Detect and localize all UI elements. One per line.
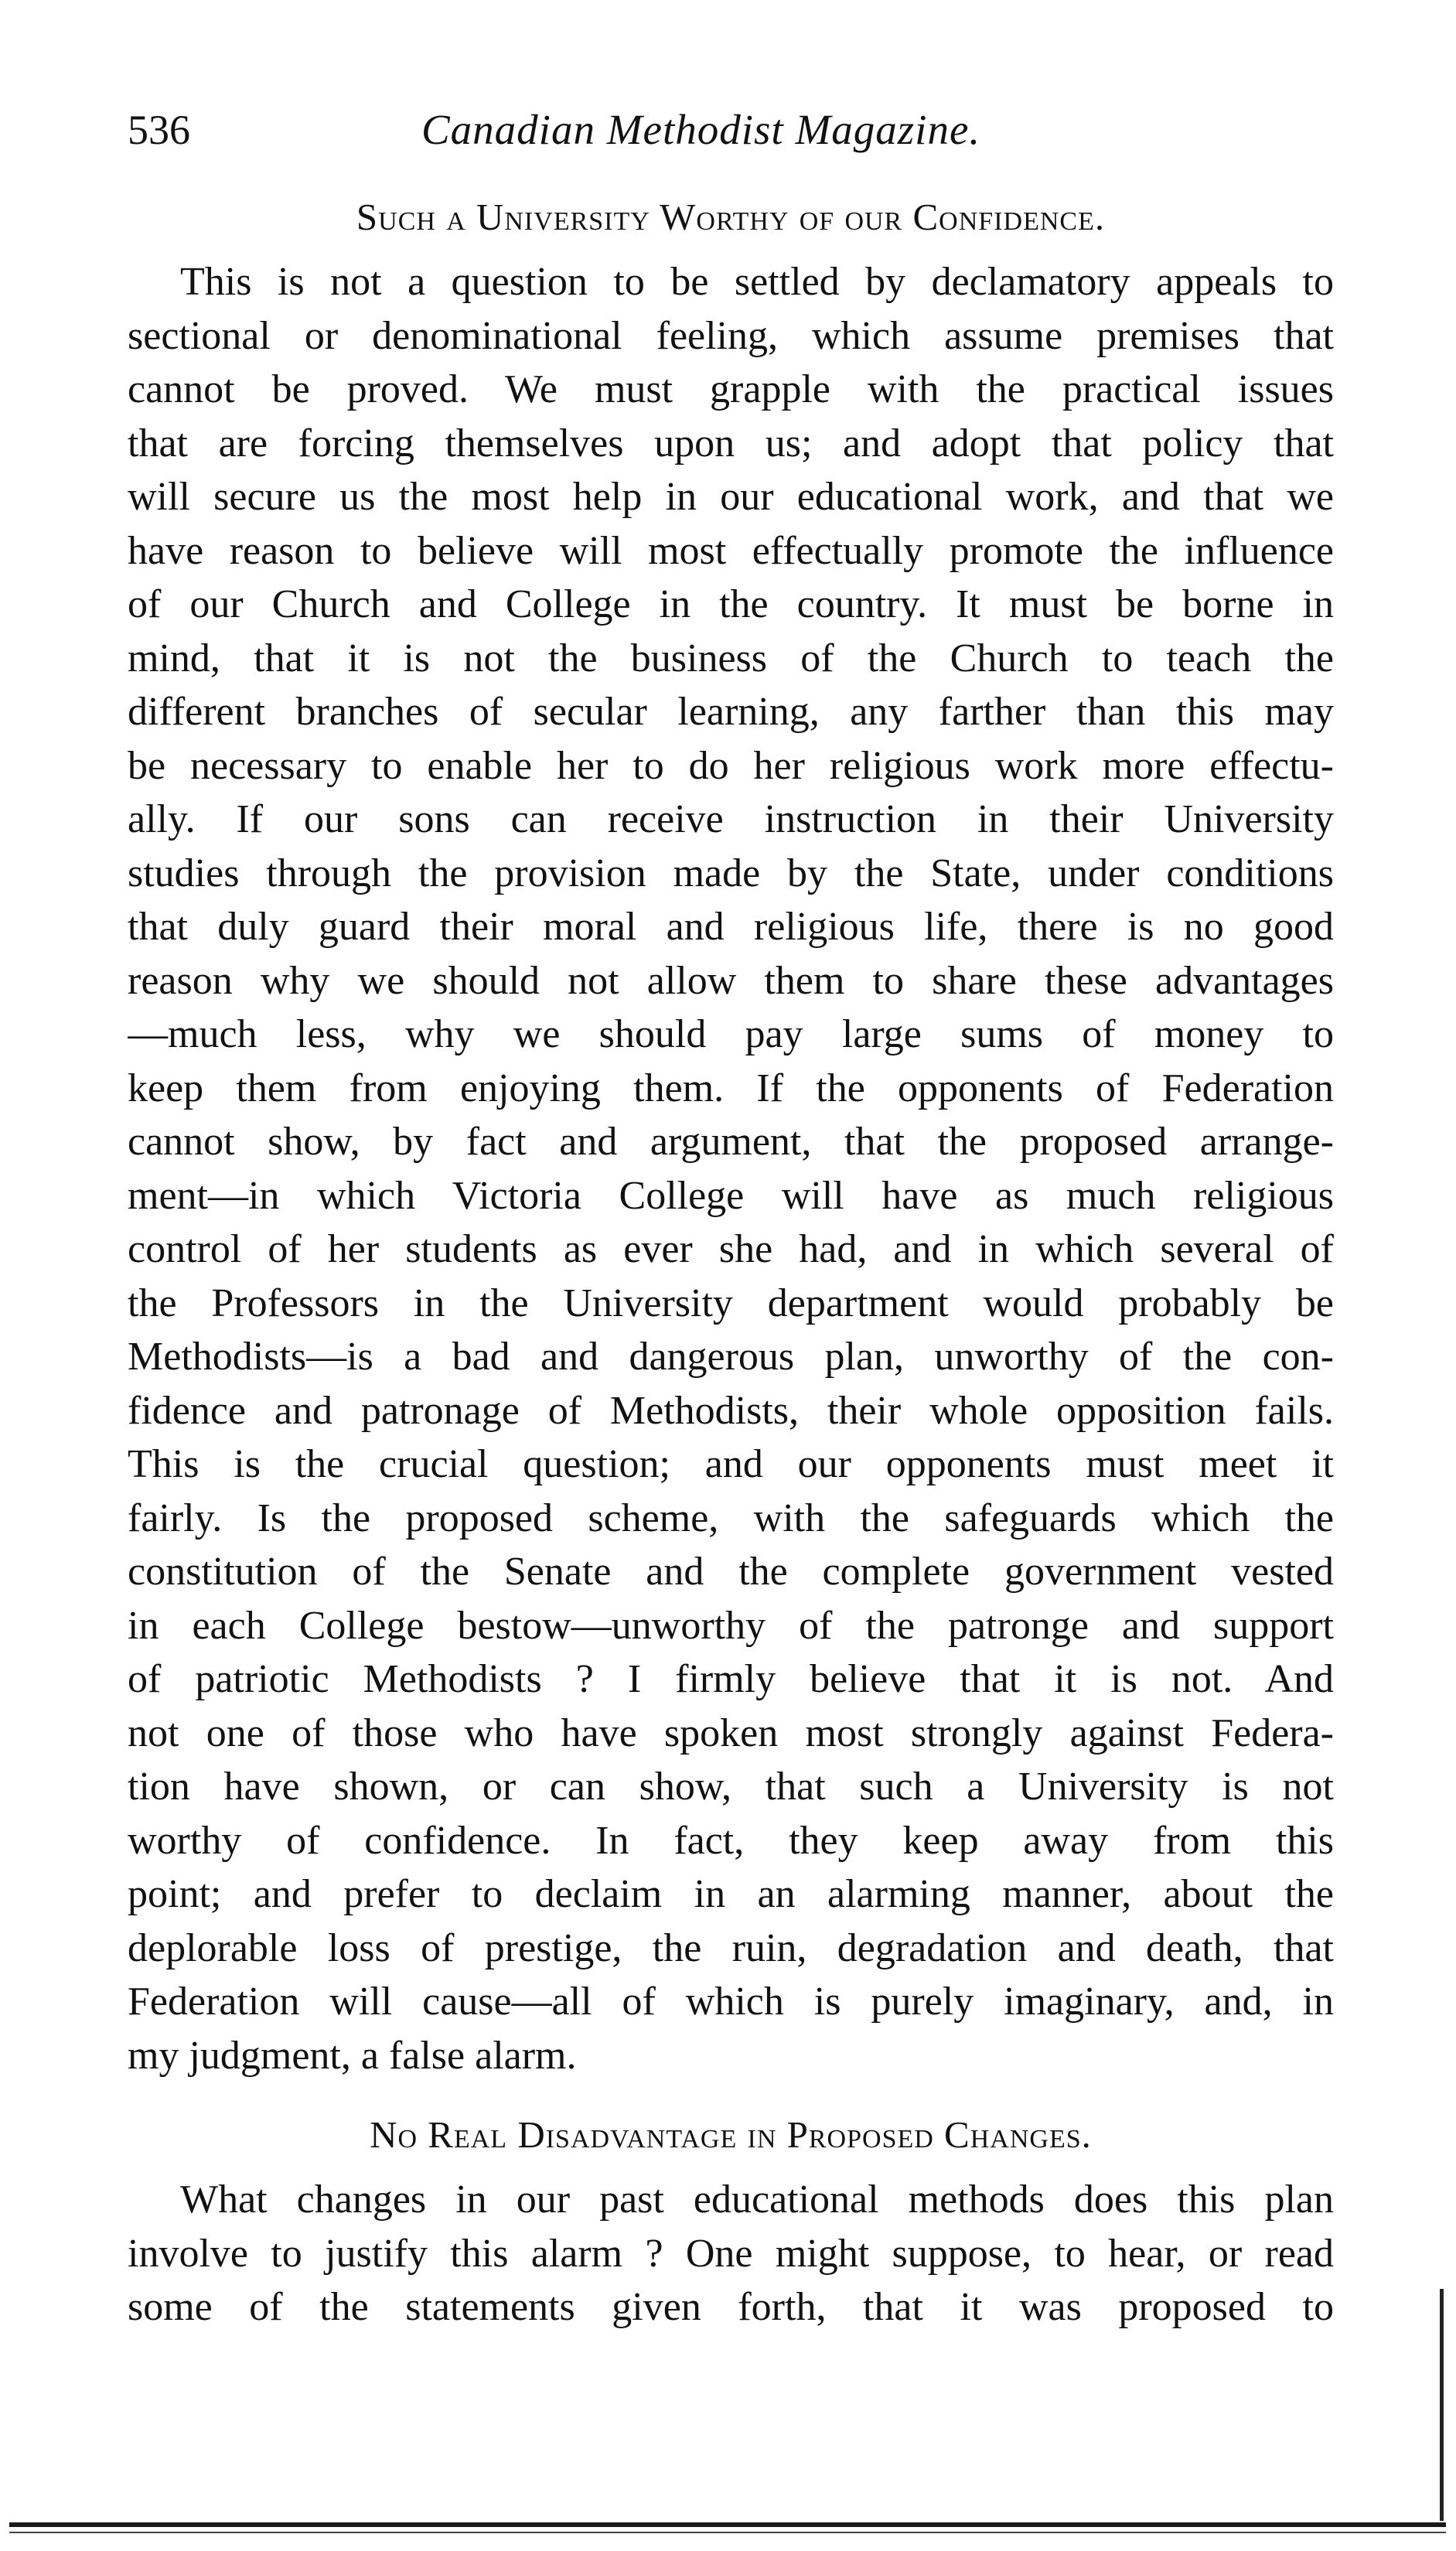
text-line: fairly. Is the proposed scheme, with the safeguards which the <box>128 1495 1334 1540</box>
text-line: This is the crucial question; and our opponents must meet it <box>128 1442 1334 1486</box>
text-line: my judgment, a false alarm. <box>128 2033 577 2078</box>
text-line: Methodists—is a bad and dangerous plan, unworthy of the con- <box>128 1335 1334 1379</box>
text-line: fidence and patronage of Methodists, their whole opposition fails. <box>128 1388 1334 1433</box>
text-line: cannot be proved. We must grapple with the practical issues <box>128 367 1334 411</box>
running-head <box>128 99 1334 161</box>
text-line: mind, that it is not the business of the Church to teach the <box>128 636 1334 680</box>
section-heading-university-worthy: Such a University Worthy of our Confidence. <box>356 196 1106 238</box>
text-line: worthy of confidence. In fact, they keep away from this <box>128 1818 1334 1863</box>
section-heading-no-real-disadvantage: No Real Disadvantage in Proposed Changes. <box>370 2113 1092 2156</box>
text-line: reason why we should not allow them to share these advantages <box>128 958 1334 1003</box>
bottom-rule <box>9 2522 1446 2527</box>
text-line: different branches of secular learning, any farther than this may <box>128 690 1334 734</box>
bottom-rule-thin <box>9 2532 1446 2533</box>
paragraph-no-real-disadvantage <box>128 2173 1334 2334</box>
text-line: that duly guard their moral and religious life, there is no good <box>128 905 1334 949</box>
text-line: studies through the provision made by the State, under conditions <box>128 851 1334 895</box>
text-line: of our Church and College in the country. It must be borne in <box>128 582 1334 626</box>
page-number: 536 <box>128 107 190 153</box>
text-line: involve to justify this alarm ? One might suppose, to hear, or read <box>128 2231 1334 2276</box>
text-line: ment—in which Victoria College will have as much religious <box>128 1173 1334 1218</box>
text-line: that are forcing themselves upon us; and adopt that policy that <box>128 421 1334 466</box>
text-line: of patriotic Methodists ? I firmly believe that it is not. And <box>128 1657 1334 1701</box>
page-edge-mark <box>1440 2289 1444 2521</box>
text-line: have reason to believe will most effectually promote the influence <box>128 528 1334 573</box>
text-line: ally. If our sons can receive instruction in their University <box>128 797 1334 841</box>
text-line: cannot show, by fact and argument, that the proposed arrange- <box>128 1120 1334 1164</box>
text-line: constitution of the Senate and the complete government vested <box>128 1550 1334 1594</box>
text-line: keep them from enjoying them. If the opponents of Federation <box>128 1066 1334 1110</box>
paragraph-university-worthy <box>128 255 1334 2082</box>
text-line: be necessary to enable her to do her religious work more effectu- <box>128 743 1334 788</box>
text-line: point; and prefer to declaim in an alarming manner, about the <box>128 1872 1334 1916</box>
text-line: deplorable loss of prestige, the ruin, degradation and death, that <box>128 1925 1334 1970</box>
text-line: control of her students as ever she had, and in which several of <box>128 1227 1334 1271</box>
text-line: sectional or denominational feeling, which assume premises that <box>128 313 1334 358</box>
text-line: Federation will cause—all of which is purely imaginary, and, in <box>128 1980 1334 2024</box>
text-line: What changes in our past educational methods does this plan <box>180 2178 1334 2222</box>
text-line: in each College bestow—unworthy of the patronge and support <box>128 1603 1334 1648</box>
text-line: will secure us the most help in our educational work, and that we <box>128 475 1334 519</box>
text-line: This is not a question to be settled by declamatory appeals to <box>180 260 1334 304</box>
text-line: not one of those who have spoken most strongly against Federa- <box>128 1710 1334 1755</box>
text-line: tion have shown, or can show, that such a University is not <box>128 1765 1334 1809</box>
text-line: some of the statements given forth, that it was proposed to <box>128 2285 1334 2329</box>
magazine-title: Canadian Methodist Magazine. <box>421 106 981 153</box>
text-line: the Professors in the University department would probably be <box>128 1281 1334 1325</box>
text-line: —much less, why we should pay large sums of money to <box>128 1012 1334 1056</box>
